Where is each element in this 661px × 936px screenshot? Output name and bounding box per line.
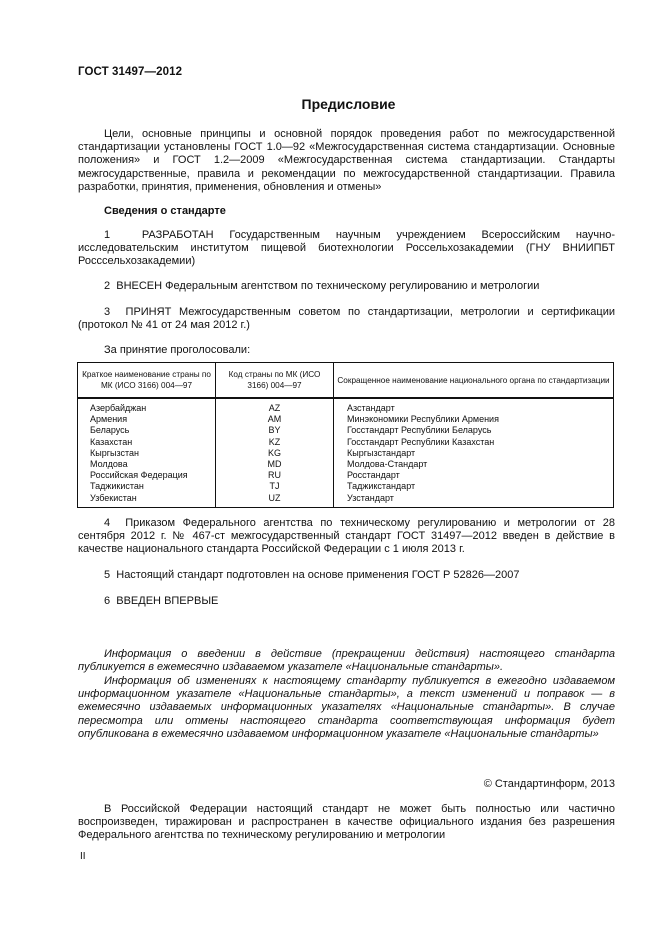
table-row	[78, 398, 614, 414]
cell-body: Таджикстандарт	[334, 481, 614, 492]
item-text: стандарт подготовлен на основе применения ГОСТ Р 52826—2007	[177, 569, 520, 581]
copyright-line: © Стандартинформ, 2013	[483, 778, 615, 790]
voted-label: За принятие проголосовали:	[104, 344, 251, 356]
page-number: II	[80, 851, 86, 862]
item-keyword: ВВЕДЕН	[116, 595, 161, 607]
table-row	[78, 470, 614, 481]
cell-country: Азербайджан	[78, 398, 216, 414]
item-number: 6	[104, 595, 111, 607]
item-text: Государственным научным учреждением Всероссийским научно-исследовательским институтом пищевой биотехнологии Россельхозакадемии (ГНУ ВНИИПБТ Росссельхозакадемии)	[78, 229, 616, 268]
cell-code: KG	[216, 448, 334, 459]
table-row	[78, 459, 614, 470]
cell-body: Молдова-Стандарт	[334, 459, 614, 470]
item-number: 3	[104, 306, 111, 318]
cell-body: Азстандарт	[334, 398, 614, 414]
item-6	[78, 595, 615, 608]
table-row	[78, 493, 614, 508]
item-text: Федерального агентства по техническому регулированию и метрологии от 28 сентября 2012 г. № 467-ст межгосударственный стандарт ГОСТ 31497—2012 введен в действие в качестве национального стандарта Российской Федерации с 1 июля 2013 г.	[78, 517, 616, 556]
item-keyword: ПРИНЯТ	[125, 306, 172, 318]
item-keyword: Настоящий	[116, 569, 175, 581]
cell-body: Минэкономики Республики Армения	[334, 414, 614, 425]
cell-code: KZ	[216, 437, 334, 448]
cell-code: MD	[216, 459, 334, 470]
intro-paragraph: Цели, основные принципы и основной порядок проведения работ по межгосударственной стандартизации установлены ГОСТ 1.0—92 «Межгосударственная система стандартизации. Основные положения» и ГОСТ 1.2—2009 «Межгосударственная система стандартизации. Стандарты межгосударственные, правила и рекомендации по межгосударственной стандартизации. Правила разработки, принятия, применения, обновления и отмены»	[78, 128, 615, 193]
notice-paragraph-2: Информация об изменениях к настоящему стандарту публикуется в ежегодно издаваемом информационном указателе «Национальные стандарты», а текст изменений и поправок — в ежемесячно издаваемых информационных указателях «Национальные стандарты». В случае пересмотра или отмены настоящего стандарта соответствующая информация будет опубликована в ежемесячно издаваемом информационном указателе «Национальные стандарты»	[78, 675, 615, 740]
info-heading: Сведения о стандарте	[104, 205, 226, 217]
page-title: Предисловие	[301, 96, 396, 112]
table-row	[78, 448, 614, 459]
cell-country: Российская Федерация	[78, 470, 216, 481]
item-2	[78, 280, 615, 293]
cell-body: Узстандарт	[334, 493, 614, 508]
voting-table	[77, 362, 614, 508]
cell-code: AZ	[216, 398, 334, 414]
item-keyword: ВНЕСЕН	[116, 280, 163, 292]
reproduction-notice: В Российской Федерации настоящий стандарт не может быть полностью или частично воспроизведен, тиражирован и распространен в качестве официального издания без разрешения Федерального агентства по техническому регулированию и метрологии	[78, 803, 615, 842]
item-4	[78, 517, 615, 557]
cell-country: Молдова	[78, 459, 216, 470]
cell-code: BY	[216, 425, 334, 436]
cell-code: UZ	[216, 493, 334, 508]
item-1	[78, 229, 615, 269]
table-row	[78, 481, 614, 492]
table-row	[78, 425, 614, 436]
item-keyword: РАЗРАБОТАН	[141, 229, 214, 241]
item-number: 5	[104, 569, 111, 581]
item-number: 1	[104, 229, 111, 241]
column-header-country: Краткое наименование страны по МК (ИСО 3166) 004—97	[78, 363, 216, 399]
table-row	[78, 437, 614, 448]
item-text: Межгосударственным советом по стандартизации, метрологии и сертификации (протокол № 41 от 24 мая 2012 г.)	[78, 306, 615, 332]
cell-body: Госстандарт Республики Беларусь	[334, 425, 614, 436]
table-header-row	[78, 363, 614, 399]
document-code: ГОСТ 31497—2012	[78, 66, 183, 78]
notice-paragraph-1: Информация о введении в действие (прекращении действия) настоящего стандарта публикуется в ежемесячно издаваемом указателе «Национальные стандарты».	[78, 648, 615, 674]
column-header-body: Сокращенное наименование национального органа по стандартизации	[334, 363, 614, 399]
cell-country: Узбекистан	[78, 493, 216, 508]
cell-code: AM	[216, 414, 334, 425]
item-keyword: Приказом	[125, 517, 176, 529]
table-row	[78, 414, 614, 425]
cell-country: Армения	[78, 414, 216, 425]
cell-country: Беларусь	[78, 425, 216, 436]
cell-body: Кыргызстандарт	[334, 448, 614, 459]
item-3	[78, 306, 615, 332]
item-text: ВПЕРВЫЕ	[164, 595, 219, 607]
column-header-code: Код страны по МК (ИСО 3166) 004—97	[216, 363, 334, 399]
item-text: Федеральным агентством по техническому регулированию и метрологии	[165, 280, 540, 292]
item-number: 2	[104, 280, 111, 292]
item-number: 4	[104, 517, 111, 529]
cell-country: Кыргызстан	[78, 448, 216, 459]
cell-country: Казахстан	[78, 437, 216, 448]
cell-code: RU	[216, 470, 334, 481]
cell-body: Росстандарт	[334, 470, 614, 481]
cell-body: Госстандарт Республики Казахстан	[334, 437, 614, 448]
item-5	[78, 569, 615, 582]
cell-country: Таджикистан	[78, 481, 216, 492]
cell-code: TJ	[216, 481, 334, 492]
